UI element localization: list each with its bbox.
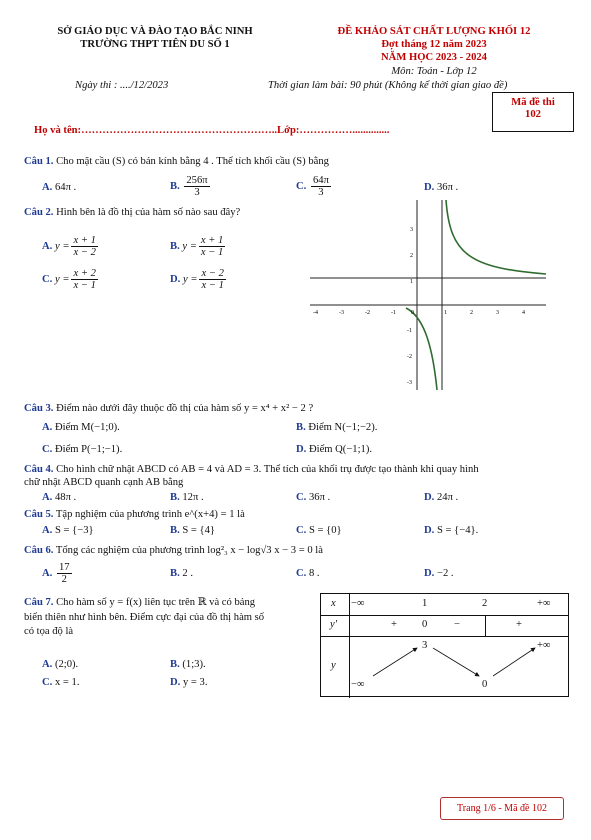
exam-code-label: Mã đề thi bbox=[511, 97, 555, 108]
exam-code-value: 102 bbox=[525, 109, 541, 120]
question-label: Câu 7. bbox=[24, 597, 54, 608]
q2-option-a[interactable]: A. y = $\frac{x + 1}{x - 2}$ bbox=[42, 235, 96, 259]
question-6 bbox=[24, 545, 323, 556]
question-7 bbox=[24, 596, 255, 608]
q6-option-c[interactable]: C. 8 . bbox=[296, 568, 320, 579]
option-letter: C. bbox=[296, 492, 307, 503]
school-name: TRƯỜNG THPT TIÊN DU SỐ 1 bbox=[80, 39, 230, 50]
q4-option-b[interactable]: B. 12π . bbox=[170, 492, 204, 503]
option-letter: A. bbox=[42, 182, 53, 193]
x-value: +∞ bbox=[537, 598, 551, 609]
option-letter: B. bbox=[170, 659, 180, 670]
sign: − bbox=[454, 619, 460, 630]
x-tick-label: 4 bbox=[522, 310, 525, 316]
x-tick-label: -2 bbox=[365, 310, 370, 316]
q7-option-d[interactable]: D. y = 3. bbox=[170, 677, 208, 688]
y-tick-label: 2 bbox=[410, 253, 413, 259]
arrow-up bbox=[493, 648, 535, 676]
question-text: Tổng các nghiệm của phương trình log²₃ x − log√3 x − 3 = 0 là bbox=[55, 545, 323, 556]
option-letter: A. bbox=[42, 241, 53, 253]
q2-option-b[interactable]: B. y = $\frac{x + 1}{x - 1}$ bbox=[170, 235, 224, 259]
q2-option-c[interactable]: C. y = $\frac{x + 2}{x - 1}$ bbox=[42, 268, 96, 292]
question-text: Điểm nào dưới đây thuộc đồ thị của hàm số y = x⁴ + x² − 2 ? bbox=[56, 403, 314, 414]
option-letter: A. bbox=[42, 568, 53, 580]
function-graph bbox=[310, 200, 546, 390]
x-tick-label: -1 bbox=[391, 310, 396, 316]
q1-option-d[interactable] bbox=[424, 182, 458, 193]
option-letter: B. bbox=[296, 422, 306, 433]
y-value-max: 3 bbox=[422, 640, 428, 651]
sign: + bbox=[391, 619, 397, 630]
exam-date: Ngày thi : ..../12/2023 bbox=[75, 80, 169, 91]
x-tick-label: -4 bbox=[313, 310, 318, 316]
question-label: Câu 2. bbox=[24, 207, 54, 218]
question-7-line-3: có tọa độ là bbox=[24, 626, 74, 637]
question-text: Cho hình chữ nhật ABCD có AB = 4 và AD = 3. Thể tích của khối trụ được tạo thành khi quay hình bbox=[56, 464, 479, 475]
y-tick-label: -2 bbox=[407, 354, 412, 360]
question-3 bbox=[24, 403, 313, 414]
graph-branch-left bbox=[406, 308, 437, 390]
page-number: Trang 1/6 - Mã đề 102 bbox=[457, 803, 547, 814]
question-label: Câu 5. bbox=[24, 509, 54, 520]
student-name-line[interactable]: Họ và tên:………………………………………………..Lớp:…………….............. bbox=[34, 125, 390, 136]
option-letter: B. bbox=[170, 492, 180, 503]
fraction: $\frac{17}{2}$ bbox=[58, 562, 70, 586]
q3-option-c[interactable]: C. Điểm P(−1;−1). bbox=[42, 444, 123, 455]
question-text: Hình bên là đồ thị của hàm số nào sau đây? bbox=[56, 207, 241, 218]
fraction: $\frac{256\pi}{3}$ bbox=[186, 175, 208, 199]
q5-option-c[interactable]: C. S = {0} bbox=[296, 525, 342, 536]
option-letter: A. bbox=[42, 422, 53, 433]
x-tick-label: 3 bbox=[496, 310, 499, 316]
exam-duration: Thời gian làm bài: 90 phút (Không kể thời gian giao đề) bbox=[268, 80, 508, 91]
x-row-label: x bbox=[331, 598, 336, 609]
exam-period: Đợt tháng 12 năm 2023 bbox=[381, 39, 487, 50]
option-letter: A. bbox=[42, 659, 53, 670]
q1-option-b[interactable] bbox=[170, 175, 212, 198]
option-letter: C. bbox=[42, 444, 53, 455]
sign: 0 bbox=[422, 619, 428, 630]
q7-option-c[interactable]: C. x = 1. bbox=[42, 677, 80, 688]
question-5 bbox=[24, 509, 245, 520]
option-text: 36π . bbox=[436, 182, 459, 193]
question-label: Câu 4. bbox=[24, 464, 54, 475]
y-tick-label: 3 bbox=[410, 227, 413, 233]
q6-option-a[interactable] bbox=[42, 562, 74, 585]
q4-option-a[interactable]: A. 48π . bbox=[42, 492, 77, 503]
q6-option-d[interactable]: D. −2 . bbox=[424, 568, 454, 579]
option-letter: D. bbox=[424, 568, 435, 579]
x-tick-label: 0 bbox=[411, 310, 414, 316]
fraction: $\frac{x - 2}{x - 1}$ bbox=[201, 268, 224, 292]
q5-option-b[interactable]: B. S = {4} bbox=[170, 525, 216, 536]
x-tick-label: 1 bbox=[444, 310, 447, 316]
variation-arrows bbox=[321, 636, 568, 698]
option-letter: D. bbox=[424, 182, 435, 193]
y-tick-label: -1 bbox=[407, 328, 412, 334]
q5-option-d[interactable]: D. S = {−4}. bbox=[424, 525, 479, 536]
option-letter: C. bbox=[42, 274, 53, 286]
question-label: Câu 3. bbox=[24, 403, 54, 414]
option-letter: B. bbox=[170, 525, 180, 536]
question-7-line-2: biến thiên như hình bên. Điểm cực đại của đồ thị hàm số bbox=[24, 612, 265, 623]
x-value: −∞ bbox=[351, 598, 365, 609]
fraction: $\frac{x + 2}{x - 1}$ bbox=[73, 268, 96, 292]
x-value: 2 bbox=[482, 598, 488, 609]
option-letter: A. bbox=[42, 525, 53, 536]
arrow-up bbox=[373, 648, 417, 676]
x-tick-label: 2 bbox=[470, 310, 473, 316]
q6-option-b[interactable]: B. 2 . bbox=[170, 568, 193, 579]
x-value: 1 bbox=[422, 598, 428, 609]
option-letter: B. bbox=[170, 568, 180, 579]
q3-option-b[interactable]: B. Điểm N(−1;−2). bbox=[296, 422, 378, 433]
q3-option-a[interactable]: A. Điểm M(−1;0). bbox=[42, 422, 120, 433]
option-letter: C. bbox=[296, 568, 307, 579]
y-value-min: 0 bbox=[482, 679, 488, 690]
question-4-continued: chữ nhật ABCD quanh cạnh AB bằng bbox=[24, 477, 184, 488]
y-prime-row-label: y' bbox=[330, 619, 337, 630]
question-label: Câu 1. bbox=[24, 156, 54, 167]
exam-title: ĐỀ KHẢO SÁT CHẤT LƯỢNG KHỐI 12 bbox=[337, 26, 531, 37]
y-value-end: +∞ bbox=[537, 640, 551, 651]
option-letter: C. bbox=[42, 677, 53, 688]
fraction: $\frac{64\pi}{3}$ bbox=[312, 175, 329, 199]
option-letter: D. bbox=[424, 525, 435, 536]
x-tick-label: -3 bbox=[339, 310, 344, 316]
option-letter: A. bbox=[42, 492, 53, 503]
question-label: Câu 6. bbox=[24, 545, 54, 556]
option-text: 64π . bbox=[54, 182, 77, 193]
q5-option-a[interactable]: A. S = {−3} bbox=[42, 525, 94, 536]
q7-option-b[interactable]: B. (1;3). bbox=[170, 659, 206, 670]
subject: Môn: Toán - Lớp 12 bbox=[391, 66, 477, 77]
q2-option-d[interactable]: D. y = $\frac{x - 2}{x - 1}$ bbox=[170, 268, 224, 292]
y-row-label: y bbox=[331, 660, 336, 671]
department-name: SỞ GIÁO DỤC VÀ ĐÀO TẠO BẮC NINH bbox=[57, 26, 253, 37]
sign: + bbox=[516, 619, 522, 630]
q3-option-d[interactable]: D. Điểm Q(−1;1). bbox=[296, 444, 373, 455]
q1-option-a[interactable] bbox=[42, 182, 76, 193]
question-text: Cho mặt cầu (S) có bán kính bằng 4 . Thể tích khối cầu (S) bằng bbox=[56, 156, 329, 167]
option-letter: C. bbox=[296, 525, 307, 536]
option-letter: B. bbox=[170, 181, 180, 193]
q4-option-d[interactable]: D. 24π . bbox=[424, 492, 459, 503]
q7-option-a[interactable]: A. (2;0). bbox=[42, 659, 79, 670]
option-letter: B. bbox=[170, 241, 180, 253]
question-1 bbox=[24, 156, 329, 167]
y-value-start: −∞ bbox=[351, 679, 365, 690]
graph-branch-right bbox=[446, 200, 546, 274]
school-year: NĂM HỌC 2023 - 2024 bbox=[381, 52, 487, 63]
page-footer-box bbox=[440, 797, 564, 820]
option-letter: C. bbox=[296, 181, 307, 193]
question-2 bbox=[24, 207, 240, 218]
option-letter: D. bbox=[424, 492, 435, 503]
fraction: $\frac{x + 1}{x - 1}$ bbox=[200, 235, 224, 259]
question-text: Tập nghiệm của phương trình e^(x+4) = 1 là bbox=[55, 509, 245, 520]
fraction: $\frac{x + 1}{x - 2}$ bbox=[73, 235, 96, 259]
y-tick-label: -3 bbox=[407, 380, 412, 386]
arrow-down bbox=[433, 648, 479, 676]
q4-option-c[interactable]: C. 36π . bbox=[296, 492, 331, 503]
question-text: Cho hàm số y = f(x) liên tục trên ℝ và có bảng bbox=[56, 597, 256, 608]
option-letter: D. bbox=[170, 677, 181, 688]
question-4 bbox=[24, 464, 479, 475]
exam-code-box bbox=[492, 92, 574, 132]
y-tick-label: 1 bbox=[410, 279, 413, 285]
variation-table bbox=[320, 593, 569, 697]
q1-option-c[interactable] bbox=[296, 175, 333, 198]
option-letter: D. bbox=[296, 444, 307, 455]
option-letter: D. bbox=[170, 274, 181, 286]
